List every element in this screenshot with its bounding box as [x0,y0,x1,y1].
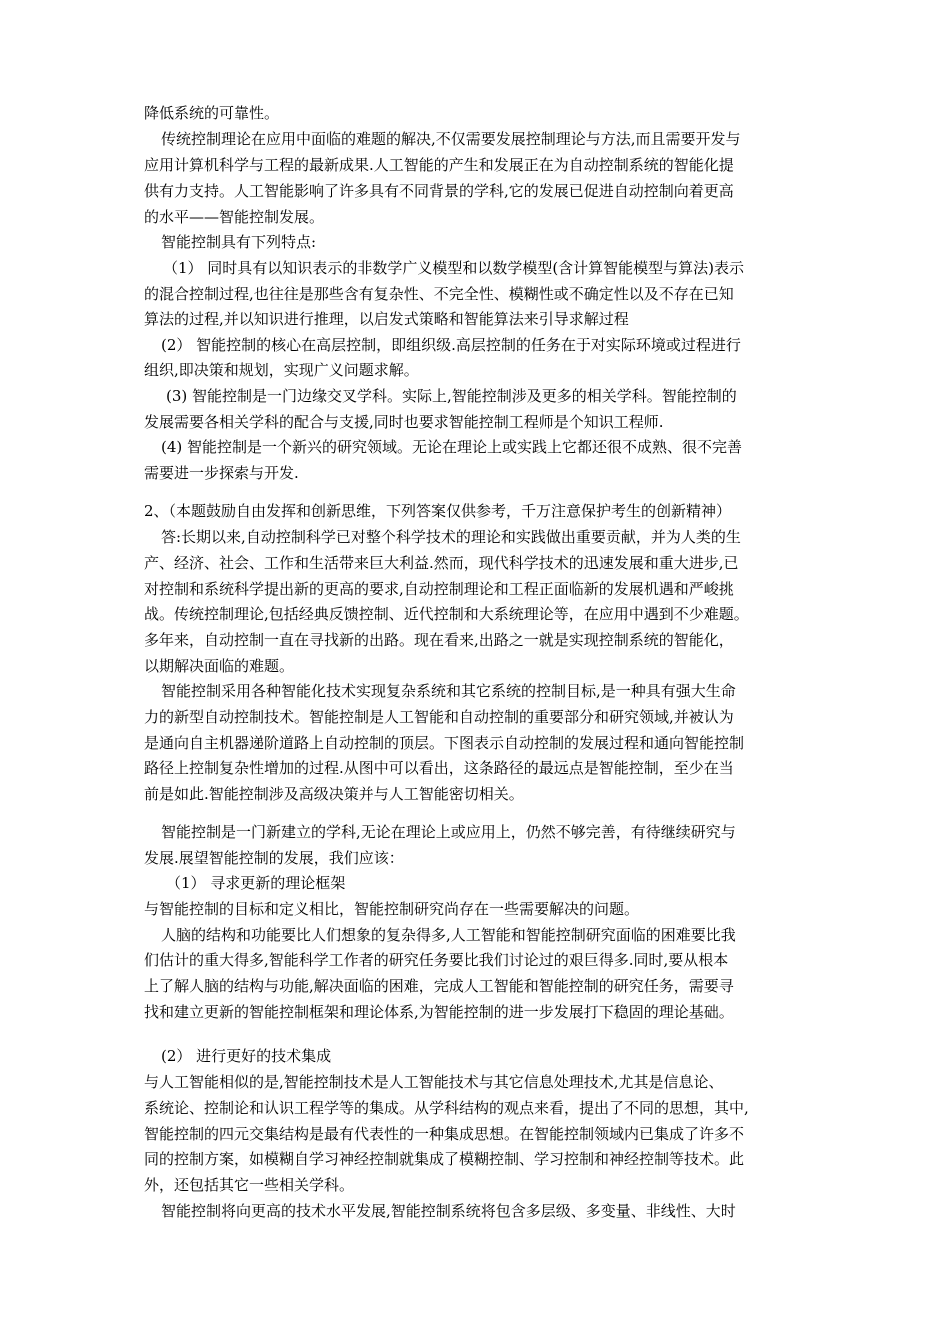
list-item-line: (2） 进行更好的技术集成 [161,1047,332,1065]
paragraph-line: 同的控制方案，如模糊自学习神经控制就集成了模糊控制、学习控制和神经控制等技术。此 [144,1150,745,1168]
paragraph-line: 与智能控制的目标和定义相比，智能控制研究尚存在一些需要解决的问题。 [144,900,640,918]
paragraph-line: 智能控制是一门新建立的学科,无论在理论上或应用上，仍然不够完善，有待继续研究与 [161,823,736,841]
paragraph-line: 智能控制具有下列特点: [161,233,317,251]
section-heading: 2、（本题鼓励自由发挥和创新思维，下列答案仅供参考，千万注意保护考生的创新精神） [144,502,732,520]
paragraph-line: 降低系统的可靠性。 [144,104,280,122]
paragraph-line: 上了解人脑的结构与功能,解决面临的困难，完成人工智能和智能控制的研究任务，需要寻 [144,977,734,995]
paragraph-line: 传统控制理论在应用中面临的难题的解决,不仅需要发展控制理论与方法,而且需要开发与 [161,130,741,148]
paragraph-line: 智能控制采用各种智能化技术实现复杂系统和其它系统的控制目标,是一种具有强大生命 [161,682,736,700]
paragraph-line: 们估计的重大得多,智能科学工作者的研究任务要比我们讨论过的艰巨得多.同时,要从根本 [144,951,729,969]
paragraph-line: 需要进一步探索与开发. [144,464,299,482]
paragraph-line: 找和建立更新的智能控制框架和理论体系,为智能控制的进一步发展打下稳固的理论基础。 [144,1003,734,1021]
paragraph-line: 对控制和系统科学提出新的更高的要求,自动控制理论和工程正面临新的发展机遇和严峻挑 [144,580,734,598]
paragraph-line: 是通向自主机器递阶道路上自动控制的顶层。下图表示自动控制的发展过程和通向智能控制 [144,734,745,752]
paragraph-line: 力的新型自动控制技术。智能控制是人工智能和自动控制的重要部分和研究领域,并被认为 [144,708,734,726]
paragraph-line: 产、经济、社会、工作和生活带来巨大利益.然而，现代科学技术的迅速发展和重大进步,已 [144,554,739,572]
paragraph-line: 的水平——智能控制发展。 [144,208,325,226]
list-item-line: (4) 智能控制是一个新兴的研究领域。无论在理论上或实践上它都还很不成熟、很不完善 [161,438,743,456]
paragraph-line: 的混合控制过程,也往往是那些含有复杂性、不完全性、模糊性或不确定性以及不存在已知 [144,285,734,303]
paragraph-line: 外，还包括其它一些相关学科。 [144,1176,355,1194]
paragraph-line: 以期解决面临的难题。 [144,657,295,675]
paragraph-line: 人脑的结构和功能要比人们想象的复杂得多,人工智能和智能控制研究面临的困难要比我 [161,926,736,944]
paragraph-line: 路径上控制复杂性增加的过程.从图中可以看出，这条路径的最远点是智能控制，至少在当 [144,759,734,777]
paragraph-line: 智能控制将向更高的技术水平发展,智能控制系统将包含多层级、多变量、非线性、大时 [161,1202,736,1220]
list-item-line: （1） 寻求更新的理论框架 [166,874,346,892]
paragraph-line: 系统论、控制论和认识工程学等的集成。从学科结构的观点来看，提出了不同的思想，其中, [144,1099,749,1117]
list-item-line: (3) 智能控制是一门边缘交叉学科。实际上,智能控制涉及更多的相关学科。智能控制的 [166,387,737,405]
paragraph-line: 答:长期以来,自动控制科学已对整个科学技术的理论和实践做出重要贡献，并为人类的生 [161,528,741,546]
paragraph-line: 战。传统控制理论,包括经典反馈控制、近代控制和大系统理论等，在应用中遇到不少难题。 [144,605,749,623]
paragraph-line: 多年来，自动控制一直在寻找新的出路。现在看来,出路之一就是实现控制系统的智能化， [144,631,734,649]
list-item-line: （1） 同时具有以知识表示的非数学广义模型和以数学模型(含计算智能模型与算法)表示 [163,259,745,277]
paragraph-line: 供有力支持。人工智能影响了许多具有不同背景的学科,它的发展已促进自动控制向着更高 [144,182,734,200]
paragraph-line: 与人工智能相似的是,智能控制技术是人工智能技术与其它信息处理技术,尤其是信息论、 [144,1073,724,1091]
paragraph-line: 发展.展望智能控制的发展，我们应该： [144,849,404,867]
paragraph-line: 前是如此.智能控制涉及高级决策并与人工智能密切相关。 [144,785,524,803]
paragraph-line: 组织,即决策和规划，实现广义问题求解。 [144,361,419,379]
paragraph-line: 应用计算机科学与工程的最新成果.人工智能的产生和发展正在为自动控制系统的智能化提 [144,156,734,174]
paragraph-line: 发展需要各相关学科的配合与支援,同时也要求智能控制工程师是个知识工程师. [144,413,664,431]
list-item-line: (2） 智能控制的核心在高层控制，即组织级.高层控制的任务在于对实际环境或过程进行 [161,336,741,354]
paragraph-line: 算法的过程,并以知识进行推理，以启发式策略和智能算法来引导求解过程 [144,310,629,328]
paragraph-line: 智能控制的四元交集结构是最有代表性的一种集成思想。在智能控制领域内已集成了许多不 [144,1125,745,1143]
